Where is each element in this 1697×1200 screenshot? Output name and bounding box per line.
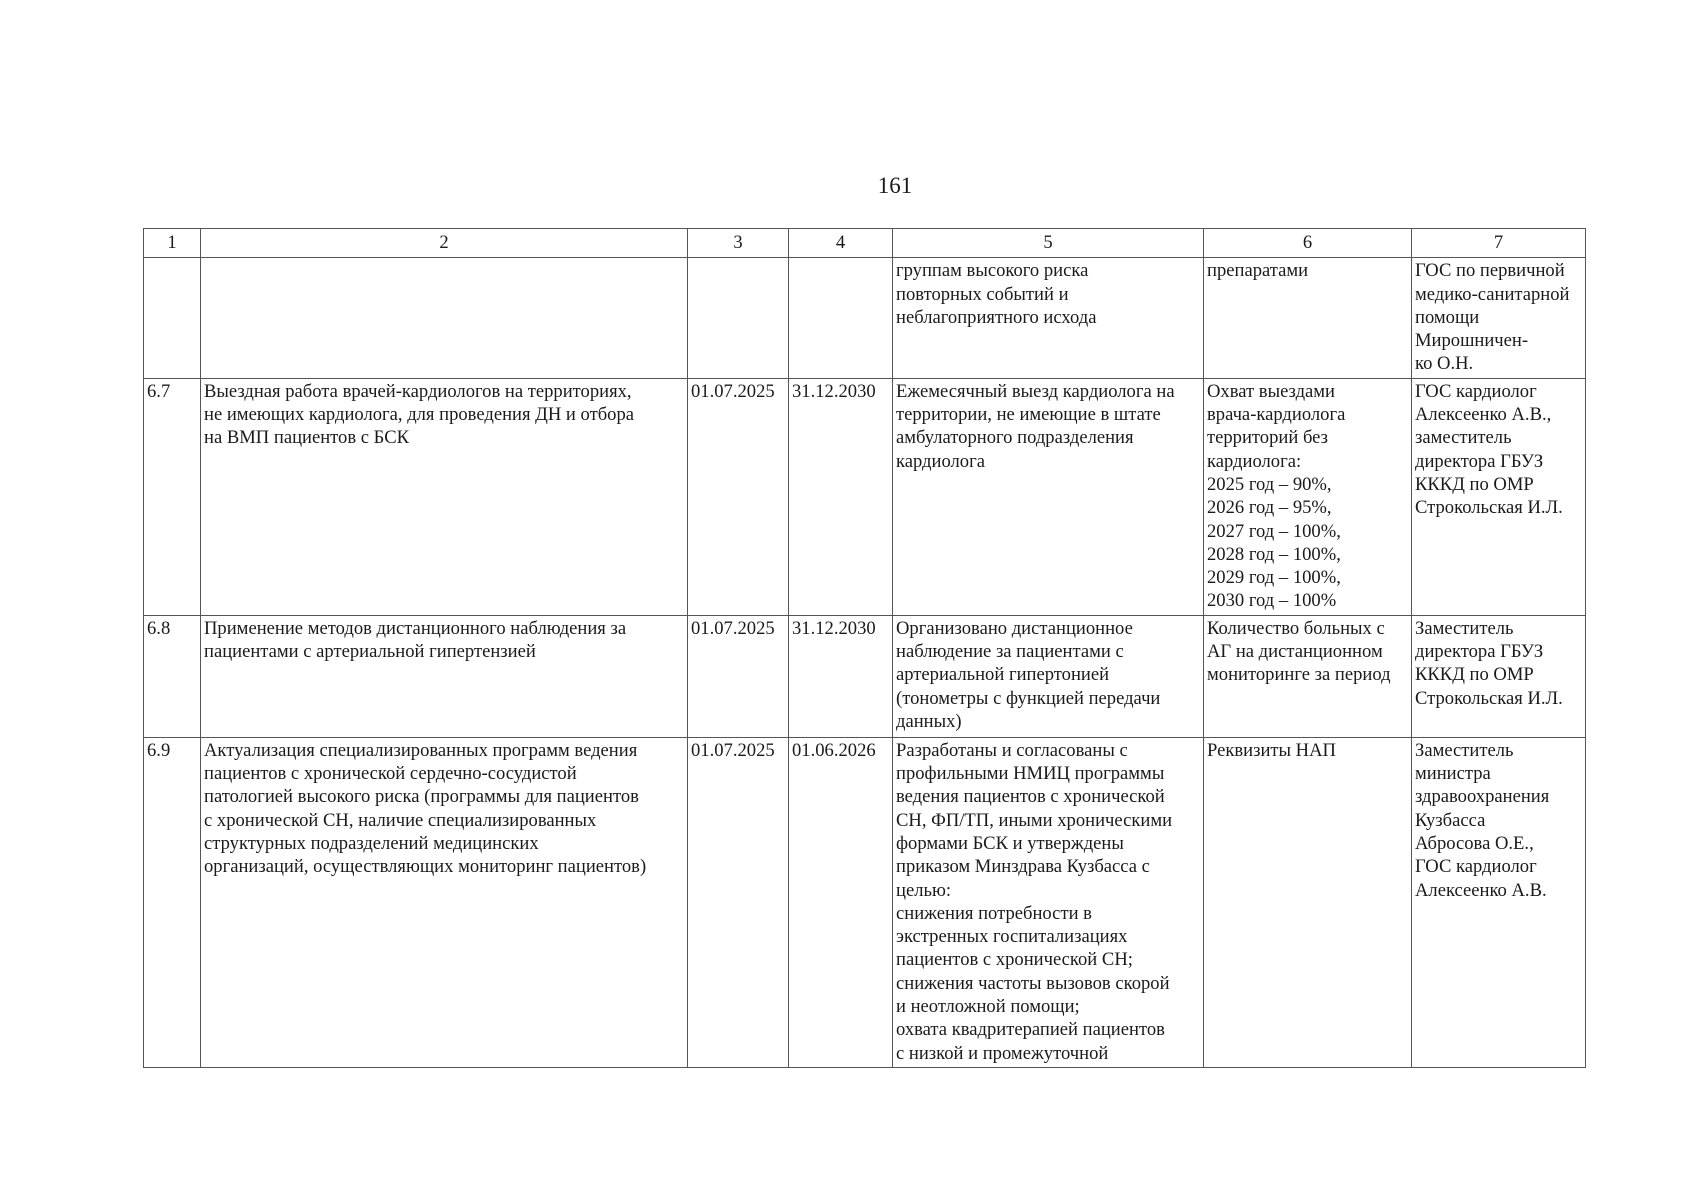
activity-cell <box>201 737 688 1067</box>
responsible-cell-line: Заместитель <box>1415 739 1514 761</box>
responsible-cell-line: Абросова О.Е., <box>1415 832 1534 854</box>
activity-cell-line: с хронической СН, наличие специализированных <box>204 809 597 831</box>
result-cell <box>893 258 1204 378</box>
responsible-cell-line: здравоохранения <box>1415 786 1550 808</box>
end-date: 31.12.2030 <box>789 615 893 737</box>
column-header: 4 <box>789 229 893 258</box>
indicator-cell-line: Охват выездами <box>1207 380 1335 402</box>
end-date: 31.12.2030 <box>789 378 893 615</box>
activity-cell-line: Актуализация специализированных программ ведения <box>204 739 638 761</box>
activity-cell <box>201 615 688 737</box>
indicator-cell <box>1204 737 1412 1067</box>
responsible-cell-line: Алексеенко А.В. <box>1415 879 1547 901</box>
result-cell-line: приказом Минздрава Кузбасса с <box>896 856 1150 878</box>
end-date: 01.06.2026 <box>789 737 893 1067</box>
responsible-cell-line: директора ГБУЗ <box>1415 450 1544 472</box>
start-date: 01.07.2025 <box>688 615 789 737</box>
result-cell-line: с низкой и промежуточной <box>896 1042 1109 1064</box>
result-cell <box>893 737 1204 1067</box>
responsible-cell-line: Заместитель <box>1415 617 1514 639</box>
result-cell <box>893 615 1204 737</box>
activity-cell-line: пациентами с артериальной гипертензией <box>204 641 536 663</box>
table-row <box>144 737 1586 1067</box>
responsible-cell <box>1412 258 1586 378</box>
result-cell-line: (тонометры с функцией передачи <box>896 687 1161 709</box>
responsible-cell <box>1412 737 1586 1067</box>
result-cell-line: наблюдение за пациентами с <box>896 641 1124 663</box>
indicator-cell-line: 2028 год – 100%, <box>1207 543 1341 565</box>
activity-cell-line: на ВМП пациентов с БСК <box>204 427 410 449</box>
responsible-cell-line: ко О.Н. <box>1415 353 1474 375</box>
table-row <box>144 378 1586 615</box>
activity-cell-line: Применение методов дистанционного наблюдения за <box>204 617 627 639</box>
responsible-cell-line: Алексеенко А.В., <box>1415 404 1552 426</box>
responsible-cell-line: Мирошничен- <box>1415 330 1529 352</box>
result-cell-line: СН, ФП/ТП, иными хроническими <box>896 809 1173 831</box>
activity-cell-line: структурных подразделений медицинских <box>204 832 539 854</box>
end-date <box>789 258 893 378</box>
result-cell-line: группам высокого риска <box>896 260 1089 282</box>
indicator-cell-line: мониторинге за период <box>1207 664 1391 686</box>
activity-cell <box>201 258 688 378</box>
result-cell-line: кардиолога <box>896 450 985 472</box>
indicator-cell <box>1204 615 1412 737</box>
indicator-cell-line: препаратами <box>1207 260 1309 282</box>
result-cell <box>893 378 1204 615</box>
indicator-cell <box>1204 258 1412 378</box>
column-header: 1 <box>144 229 201 258</box>
responsible-cell-line: КККД по ОМР <box>1415 473 1534 495</box>
indicator-cell-line: Количество больных с <box>1207 617 1385 639</box>
responsible-cell-line: директора ГБУЗ <box>1415 641 1544 663</box>
activity-cell-line: Выездная работа врачей-кардиологов на территориях, <box>204 380 632 402</box>
start-date: 01.07.2025 <box>688 737 789 1067</box>
column-header: 7 <box>1412 229 1586 258</box>
responsible-cell-line: помощи <box>1415 306 1480 328</box>
row-number <box>144 258 201 378</box>
result-cell-line: ведения пациентов с хронической <box>896 786 1165 808</box>
activity-cell <box>201 378 688 615</box>
result-cell-line: данных) <box>896 710 962 732</box>
indicator-cell-line: АГ на дистанционном <box>1207 641 1383 663</box>
responsible-cell <box>1412 615 1586 737</box>
indicator-cell-line: 2025 год – 90%, <box>1207 473 1332 495</box>
table-row <box>144 258 1586 378</box>
column-number-row <box>144 229 1586 258</box>
column-header: 6 <box>1204 229 1412 258</box>
table-row <box>144 615 1586 737</box>
result-cell-line: артериальной гипертонией <box>896 664 1110 686</box>
indicator-cell-line: Реквизиты НАП <box>1207 739 1336 761</box>
indicator-cell-line: 2026 год – 95%, <box>1207 497 1332 519</box>
responsible-cell-line: ГОС кардиолог <box>1415 380 1537 402</box>
result-cell-line: амбулаторного подразделения <box>896 427 1134 449</box>
table-body <box>144 258 1586 1068</box>
result-cell-line: снижения частоты вызовов скорой <box>896 972 1170 994</box>
responsible-cell-line: Строкольская И.Л. <box>1415 687 1563 709</box>
result-cell-line: формами БСК и утверждены <box>896 832 1124 854</box>
responsible-cell-line: Кузбасса <box>1415 809 1486 831</box>
responsible-cell <box>1412 378 1586 615</box>
measures-table <box>143 228 1586 1068</box>
responsible-cell-line: Строкольская И.Л. <box>1415 497 1563 519</box>
column-header: 5 <box>893 229 1204 258</box>
result-cell-line: повторных событий и <box>896 283 1069 305</box>
result-cell-line: экстренных госпитализациях <box>896 926 1128 948</box>
result-cell-line: Ежемесячный выезд кардиолога на <box>896 380 1175 402</box>
result-cell-line: территории, не имеющие в штате <box>896 404 1161 426</box>
responsible-cell-line: КККД по ОМР <box>1415 664 1534 686</box>
indicator-cell-line: 2027 год – 100%, <box>1207 520 1341 542</box>
responsible-cell-line: министра <box>1415 763 1491 785</box>
responsible-cell-line: ГОС кардиолог <box>1415 856 1537 878</box>
result-cell-line: и неотложной помощи; <box>896 996 1080 1018</box>
result-cell-line: неблагоприятного исхода <box>896 306 1097 328</box>
responsible-cell-line: ГОС по первичной <box>1415 260 1565 282</box>
result-cell-line: охвата квадритерапией пациентов <box>896 1019 1165 1041</box>
activity-cell-line: пациентов с хронической сердечно-сосудистой <box>204 763 577 785</box>
column-header: 3 <box>688 229 789 258</box>
result-cell-line: профильными НМИЦ программы <box>896 763 1165 785</box>
indicator-cell <box>1204 378 1412 615</box>
result-cell-line: пациентов с хронической СН; <box>896 949 1133 971</box>
page-number: 161 <box>877 173 913 198</box>
start-date <box>688 258 789 378</box>
indicator-cell-line: врача-кардиолога <box>1207 404 1346 426</box>
indicator-cell-line: 2029 год – 100%, <box>1207 567 1341 589</box>
column-header: 2 <box>201 229 688 258</box>
row-number: 6.9 <box>144 737 201 1067</box>
result-cell-line: Организовано дистанционное <box>896 617 1133 639</box>
indicator-cell-line: территорий без <box>1207 427 1328 449</box>
start-date: 01.07.2025 <box>688 378 789 615</box>
result-cell-line: снижения потребности в <box>896 902 1092 924</box>
row-number: 6.7 <box>144 378 201 615</box>
result-cell-line: Разработаны и согласованы с <box>896 739 1128 761</box>
row-number: 6.8 <box>144 615 201 737</box>
responsible-cell-line: медико-санитарной <box>1415 283 1570 305</box>
result-cell-line: целью: <box>896 879 952 901</box>
activity-cell-line: не имеющих кардиолога, для проведения ДН и отбора <box>204 404 635 426</box>
indicator-cell-line: 2030 год – 100% <box>1207 590 1337 612</box>
responsible-cell-line: заместитель <box>1415 427 1512 449</box>
activity-cell-line: патологией высокого риска (программы для пациентов <box>204 786 639 808</box>
indicator-cell-line: кардиолога: <box>1207 450 1302 472</box>
activity-cell-line: организаций, осуществляющих мониторинг пациентов) <box>204 856 647 878</box>
